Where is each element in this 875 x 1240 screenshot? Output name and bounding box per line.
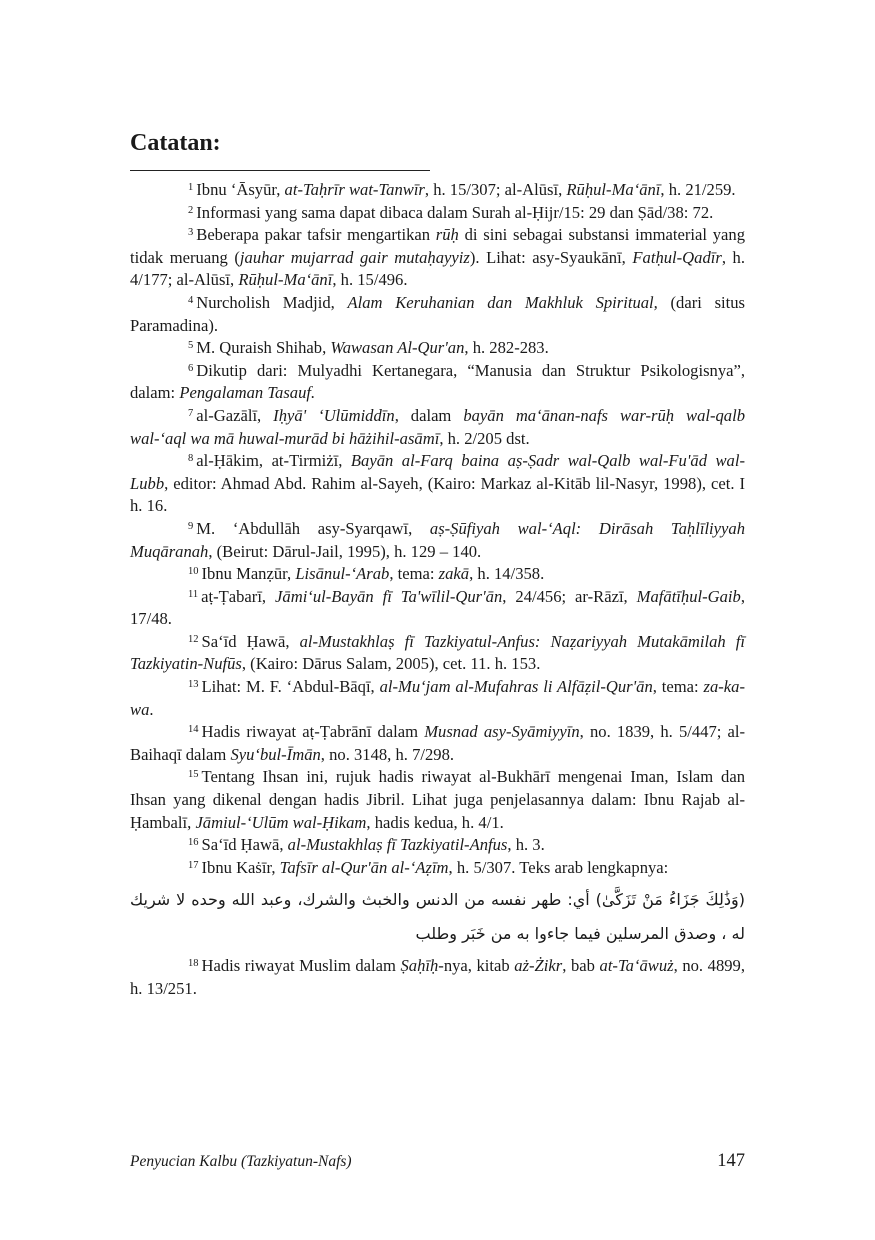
footnote-number: 4	[188, 294, 194, 306]
footnote-text: , bab	[562, 956, 600, 976]
footnote-11	[130, 586, 745, 631]
footnote-italic-text: al-Mustakhlaṣ fī Tazkiyatul-Anfus: Naẓariyyah Mutakāmilah fī Tazkiyatin-Nufūs	[130, 631, 745, 674]
footnote-17	[130, 857, 745, 880]
footnote-number: 9	[188, 520, 194, 532]
footnote-number: 13	[188, 679, 199, 691]
notes-heading: Catatan:	[130, 130, 221, 156]
footnote-text: aṭ-Ṭabarī,	[201, 586, 276, 606]
footnote-italic-text: Syu‘bul-Īmān	[230, 744, 321, 764]
footnote-12	[130, 631, 745, 676]
footnote-text: Informasi yang sama dapat dibaca dalam Surah al-Ḥijr/15: 29 dan Ṣād/38: 72.	[196, 202, 714, 222]
footnote-italic-text: jauhar mujarrad gair mutaḥayyiz	[239, 247, 470, 267]
footnote-italic-text: al-Mu‘jam al-Mufahras li Alfāẓil-Qur'ān	[379, 677, 653, 697]
footnote-text: -nya, kitab	[438, 956, 515, 976]
footnote-number: 1	[188, 182, 194, 193]
footnote-7	[130, 405, 745, 450]
footnote-number: 2	[188, 204, 194, 216]
footnote-text: M. Quraish Shihab,	[196, 338, 331, 358]
footnote-italic-text: rūḥ	[435, 225, 459, 245]
footnote-italic-text: za-ka-wa	[130, 677, 745, 719]
footnote-10	[130, 563, 745, 586]
footnote-number: 5	[188, 340, 194, 352]
footnote-text: , h. 14/358.	[469, 564, 545, 584]
footnote-6	[130, 360, 745, 405]
footnote-text: Sa‘īd Ḥawā,	[201, 835, 288, 855]
footnote-1	[130, 179, 745, 202]
footnote-italic-text: Ṣaḥīḥ	[400, 956, 439, 976]
footnote-number: 10	[188, 566, 199, 578]
footnote-text: Ibnu ‘Āsyūr,	[196, 180, 285, 199]
footnote-italic-text: Fatḥul-Qadīr	[632, 247, 722, 267]
footnote-text: , hadis kedua, h. 4/1.	[366, 812, 504, 832]
footnote-9	[130, 518, 745, 563]
footnote-text: di sini sebagai substansi immaterial yang tidak meruang (	[130, 225, 745, 267]
footnote-divider	[130, 170, 430, 171]
footnote-text: , dalam	[394, 405, 464, 425]
footnote-text: Nurcholish Madjid,	[196, 292, 348, 312]
footnote-2	[130, 202, 745, 225]
footnote-italic-text: bayān ma‘ānan-nafs war-rūḥ wal-qalb wal-‘aql wa mā huwal-murād bi hāżihil-asāmī	[130, 405, 745, 448]
footnote-italic-text: aż-Żikr	[514, 956, 563, 976]
footnote-8	[130, 450, 745, 518]
footnote-italic-text: at-Taḥrīr wat-Tanwīr	[284, 180, 425, 199]
footnote-14	[130, 721, 745, 766]
footnote-italic-text: Bayān al-Farq baina aṣ-Ṣadr wal-Qalb wal-Fu'ād wal-Lubb	[130, 451, 745, 493]
footnote-text: , h. 21/259.	[660, 180, 736, 199]
footnote-number: 7	[188, 407, 194, 419]
footnote-italic-text: Iḥyā' ‘Ulūmiddīn	[273, 405, 395, 425]
footnote-text: al-Gazālī,	[196, 405, 274, 425]
footnote-italic-text: aṣ-Ṣūfiyah wal-‘Aql: Dirāsah Taḥlīliyyah Muqāranah	[130, 518, 745, 561]
footnote-text: , (Beirut: Dārul-Jail, 1995), h. 129 – 140.	[208, 541, 482, 561]
footnote-text: Hadis riwayat aṭ-Ṭabrānī dalam	[201, 722, 425, 742]
footnote-italic-text: Alam Keruhanian dan Makhluk Spiritual,	[347, 292, 658, 312]
footnote-italic-text: Wawasan Al-Qur'an	[330, 338, 465, 358]
footnote-number: 14	[188, 724, 199, 736]
footnote-text: , tema:	[389, 564, 439, 584]
footnote-text: , no. 3148, h. 7/298.	[320, 744, 455, 764]
footnote-number: 6	[188, 362, 194, 374]
footnote-text: M. ‘Abdullāh asy-Syarqawī,	[196, 518, 430, 538]
running-footer-title: Penyucian Kalbu (Tazkiyatun-Nafs)	[130, 1153, 352, 1170]
footnote-italic-text: Jāmiul-‘Ulūm wal-Ḥikam	[195, 812, 367, 832]
footnote-text: , (Kairo: Dārus Salam, 2005), cet. 11. h. 153.	[241, 654, 541, 674]
footnote-number: 12	[188, 633, 199, 645]
footnote-italic-text: Lisānul-‘Arab	[295, 564, 390, 584]
footnote-text: , h. 3.	[507, 835, 545, 855]
footnote-text: Lihat: M. F. ‘Abdul-Bāqī,	[201, 677, 380, 697]
footnote-text: , h. 5/307. Teks arab lengkapnya:	[448, 857, 669, 877]
footnote-italic-text: Rūḥul-Ma‘ānī	[566, 180, 661, 199]
footnote-number: 8	[188, 453, 194, 465]
footnote-text: , 24/456; ar-Rāzī,	[502, 586, 637, 606]
footnote-italic-text: Rūḥul-Ma‘ānī	[238, 270, 333, 290]
footnote-text: Hadis riwayat Muslim dalam	[201, 956, 401, 976]
footnote-number: 17	[188, 859, 199, 871]
footnote-italic-text: Mafātīḥul-Gaib	[636, 586, 741, 606]
footnote-number: 11	[188, 588, 199, 600]
footnote-text: , tema:	[652, 677, 704, 697]
footnote-13	[130, 676, 745, 721]
footnote-text: , h. 15/307; al-Alūsī,	[424, 180, 567, 199]
footnote-number: 16	[188, 837, 199, 849]
footnote-text: Dikutip dari: Mulyadhi Kertanegara, “Manusia dan Struktur Psikologisnya”, dalam:	[130, 360, 745, 403]
footnote-number: 3	[188, 227, 194, 239]
footnote-italic-text: al-Mustakhlaṣ fī Tazkiyatil-Anfus	[287, 835, 508, 855]
footnote-text: , h. 282-283.	[464, 338, 549, 358]
footnote-text: al-Ḥākim, at-Tirmiżī,	[196, 451, 351, 471]
footnote-italic-text: Musnad asy-Syāmiyyīn	[424, 722, 580, 742]
page-number: 147	[717, 1151, 745, 1171]
footnote-italic-text: at-Ta‘āwuż	[599, 956, 674, 976]
footnote-italic-text: Jāmi‘ul-Bayān fī Ta'wīlil-Qur'ān	[275, 586, 503, 606]
footnote-italic-text: Pengalaman Tasauf.	[179, 383, 316, 403]
footnote-text: Ibnu Manẓūr,	[201, 564, 296, 584]
footnote-text: , h. 4/177; al-Alūsī,	[130, 247, 745, 290]
footnote-text: Ibnu Kaṡīr,	[201, 857, 280, 877]
footnote-text: , no. 1839, h. 5/447; al-Baihaqī dalam	[130, 722, 745, 764]
footnote-text: , h. 15/496.	[332, 270, 408, 290]
footnote-15	[130, 766, 745, 834]
footnote-italic-text: Tafsīr al-Qur'ān al-‘Aẓīm	[279, 857, 449, 877]
footnote-4	[130, 292, 745, 337]
footnote-16	[130, 834, 745, 857]
footnotes-list	[130, 179, 745, 1001]
footnote-text: , h. 2/205 dst.	[439, 428, 530, 448]
footnote-italic-text: zakā	[438, 564, 470, 584]
footnote-text: ). Lihat: asy-Syaukānī,	[469, 247, 633, 267]
footnote-text: Tentang Ihsan ini, rujuk hadis riwayat al-Bukhārī mengenai Iman, Islam dan Ihsan yang dikenal dengan hadis Jibril. Lihat juga penjelasannya dalam: Ibnu Rajab al-Ḥambalī,	[130, 767, 745, 832]
footnote-number: 15	[188, 769, 199, 781]
footnote-text: , 17/48.	[130, 586, 745, 629]
footnote-text: , no. 4899, h. 13/251.	[130, 956, 745, 998]
arabic-quotation: (وَذَٰلِكَ جَزَاءُ مَنْ تَزَكَّىٰ) أي: طهر نفسه من الدنس والخبث والشرك، وعبد الله وحده لا شريك له ، وصدق المرسلين فيما جاءوا به من خَبَر وطلب	[130, 890, 745, 944]
footnote-text: .	[149, 699, 154, 719]
footnote-number: 18	[188, 958, 199, 970]
footnote-text: Sa‘īd Ḥawā,	[201, 631, 300, 651]
footnote-text: , editor: Ahmad Abd. Rahim al-Sayeh, (Kairo: Markaz al-Kitāb lil-Nasyr, 1998), cet. I h. 16.	[130, 473, 745, 516]
footnote-5	[130, 337, 745, 360]
footnote-text: Beberapa pakar tafsir mengartikan	[196, 225, 436, 245]
footnote-18	[130, 955, 745, 1000]
footnote-text: (dari situs Paramadina).	[130, 292, 745, 335]
footnote-3	[130, 224, 745, 292]
